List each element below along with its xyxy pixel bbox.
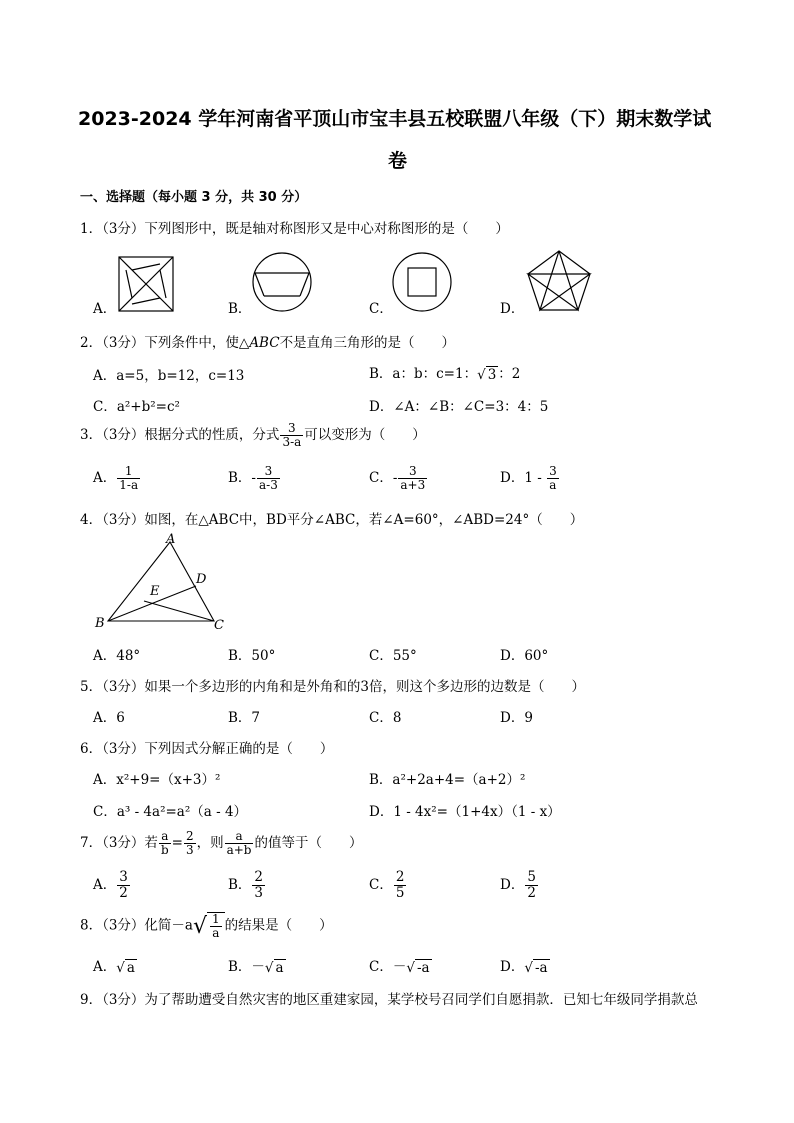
- question-1: 1．（3分）下列图形中，既是轴对称图形又是中心对称图形的是（ ）: [80, 221, 509, 237]
- sqrt-symbol: √ 3: [477, 367, 497, 383]
- q5-option-d: D．9: [500, 710, 533, 726]
- q2-option-c: C．a²+b²=c²: [93, 399, 180, 415]
- fraction: $\frac{a}{a+b}$: [226, 829, 252, 857]
- fraction: $\frac{2}{3}$: [254, 869, 264, 901]
- q1-figure-a: [118, 256, 174, 312]
- q6-option-a: A．x²+9=（x+3）²: [93, 772, 221, 788]
- q4-option-d: D．60°: [500, 648, 549, 664]
- q1-option-c: C．: [369, 301, 393, 317]
- q4-triangle-diagram: [92, 530, 232, 640]
- question-9: 9．（3分）为了帮助遭受自然灾害的地区重建家园，某学校号召同学们自愿捐款．已知七年级同学捐款总: [80, 992, 698, 1008]
- question-3: 3．（3分）根据分式的性质，分式 $\frac{3}{3-a}$ 可以变形为（ ）: [80, 421, 426, 449]
- fraction: $\frac{1}{a}$: [212, 912, 220, 940]
- fraction: $\frac{3}{a+3}$: [400, 464, 426, 492]
- q8-option-b: B．－√ a: [228, 959, 284, 976]
- q4-option-b: B．50°: [228, 648, 276, 664]
- q3-option-c: C．- $\frac{3}{a+3}$: [369, 464, 426, 492]
- q4-option-c: C．55°: [369, 648, 417, 664]
- q6-option-c: C．a³ - 4a²=a²（a - 4）: [93, 804, 248, 820]
- q7-option-c: C． $\frac{2}{5}$: [369, 869, 405, 901]
- fraction: $\frac{1}{1-a}$: [119, 464, 139, 492]
- q1-option-d: D．: [500, 301, 525, 317]
- q5-option-c: C．8: [369, 710, 402, 726]
- fraction: $\frac{3}{a-3}$: [258, 464, 278, 492]
- fraction: $\frac{3}{a}$: [549, 464, 557, 492]
- sqrt-symbol: √ a: [264, 960, 284, 976]
- q4-label-c: C: [214, 618, 224, 633]
- q7-option-d: D． $\frac{5}{2}$: [500, 869, 536, 901]
- q3-option-b: B．- $\frac{3}{a-3}$: [228, 464, 278, 492]
- page-title: 2023-2024 学年河南省平顶山市宝丰县五校联盟八年级（下）期末数学试: [78, 108, 712, 130]
- sqrt-symbol: √ -a: [406, 960, 430, 976]
- q7-option-a: A． $\frac{3}{2}$: [93, 869, 128, 901]
- fraction: $\frac{5}{2}$: [527, 869, 536, 901]
- q4-label-e: E: [150, 584, 160, 599]
- q2-option-d: D．∠A：∠B：∠C=3：4：5: [369, 399, 549, 415]
- page-title-line2: 卷: [388, 150, 408, 172]
- question-7: 7．（3分）若 $\frac{a}{b}$ = $\frac{2}{3}$ ，则 $\frac{a}{a+b}$ 的值等于（ ）: [80, 829, 363, 857]
- q7-option-b: B． $\frac{2}{3}$: [228, 869, 264, 901]
- question-5: 5．（3分）如果一个多边形的内角和是外角和的3倍，则这个多边形的边数是（ ）: [80, 679, 586, 695]
- q5-option-a: A．6: [93, 710, 125, 726]
- q6-option-d: D．1 - 4x²=（1+4x）（1 - x）: [369, 804, 561, 820]
- q8-option-d: D．√ -a: [500, 959, 548, 976]
- q1-option-b: B．: [228, 301, 252, 317]
- fraction: $\frac{a}{b}$: [160, 829, 169, 857]
- q8-option-c: C．－√ -a: [369, 959, 430, 976]
- q1-figure-c: [391, 251, 453, 313]
- q4-label-b: B: [95, 616, 105, 631]
- fraction: $\frac{2}{5}$: [395, 869, 405, 901]
- question-8: 8．（3分）化简－a√ $\frac{1}{a}$ 的结果是（ ）: [80, 912, 333, 940]
- q3-option-a: A． $\frac{1}{1-a}$: [93, 464, 139, 492]
- question-2: 2．（3分）下列条件中，使△ABC不是直角三角形的是（ ）: [80, 335, 456, 351]
- q4-label-d: D: [196, 572, 207, 587]
- sqrt-symbol: √ a: [116, 960, 135, 976]
- q1-figure-b: [251, 251, 313, 313]
- q4-label-a: A: [166, 532, 176, 547]
- fraction: $\frac{3}{3-a}$: [282, 421, 302, 449]
- q1-option-a: A．: [93, 301, 117, 317]
- question-6: 6．（3分）下列因式分解正确的是（ ）: [80, 741, 334, 757]
- sqrt-symbol: √ -a: [524, 960, 548, 976]
- fraction: $\frac{2}{3}$: [185, 829, 194, 857]
- q8-option-a: A．√ a: [93, 959, 135, 976]
- q2-option-a: A．a=5，b=12，c=13: [93, 368, 245, 384]
- q4-option-a: A．48°: [93, 648, 141, 664]
- q2-option-b: B．a：b：c=1：√ 3 ：2: [369, 366, 521, 383]
- q5-option-b: B．7: [228, 710, 261, 726]
- q1-figure-d: [526, 249, 592, 313]
- section-header: 一、选择题（每小题 3 分，共 30 分）: [80, 190, 308, 205]
- q6-option-b: B．a²+2a+4=（a+2）²: [369, 772, 526, 788]
- sqrt-symbol: √ $\frac{1}{a}$: [193, 912, 225, 940]
- q3-option-d: D．1 - $\frac{3}{a}$: [500, 464, 557, 492]
- question-4: 4．（3分）如图，在△ABC中，BD平分∠ABC，若∠A=60°，∠ABD=24°（ ）: [80, 512, 584, 528]
- fraction: $\frac{3}{2}$: [119, 869, 128, 901]
